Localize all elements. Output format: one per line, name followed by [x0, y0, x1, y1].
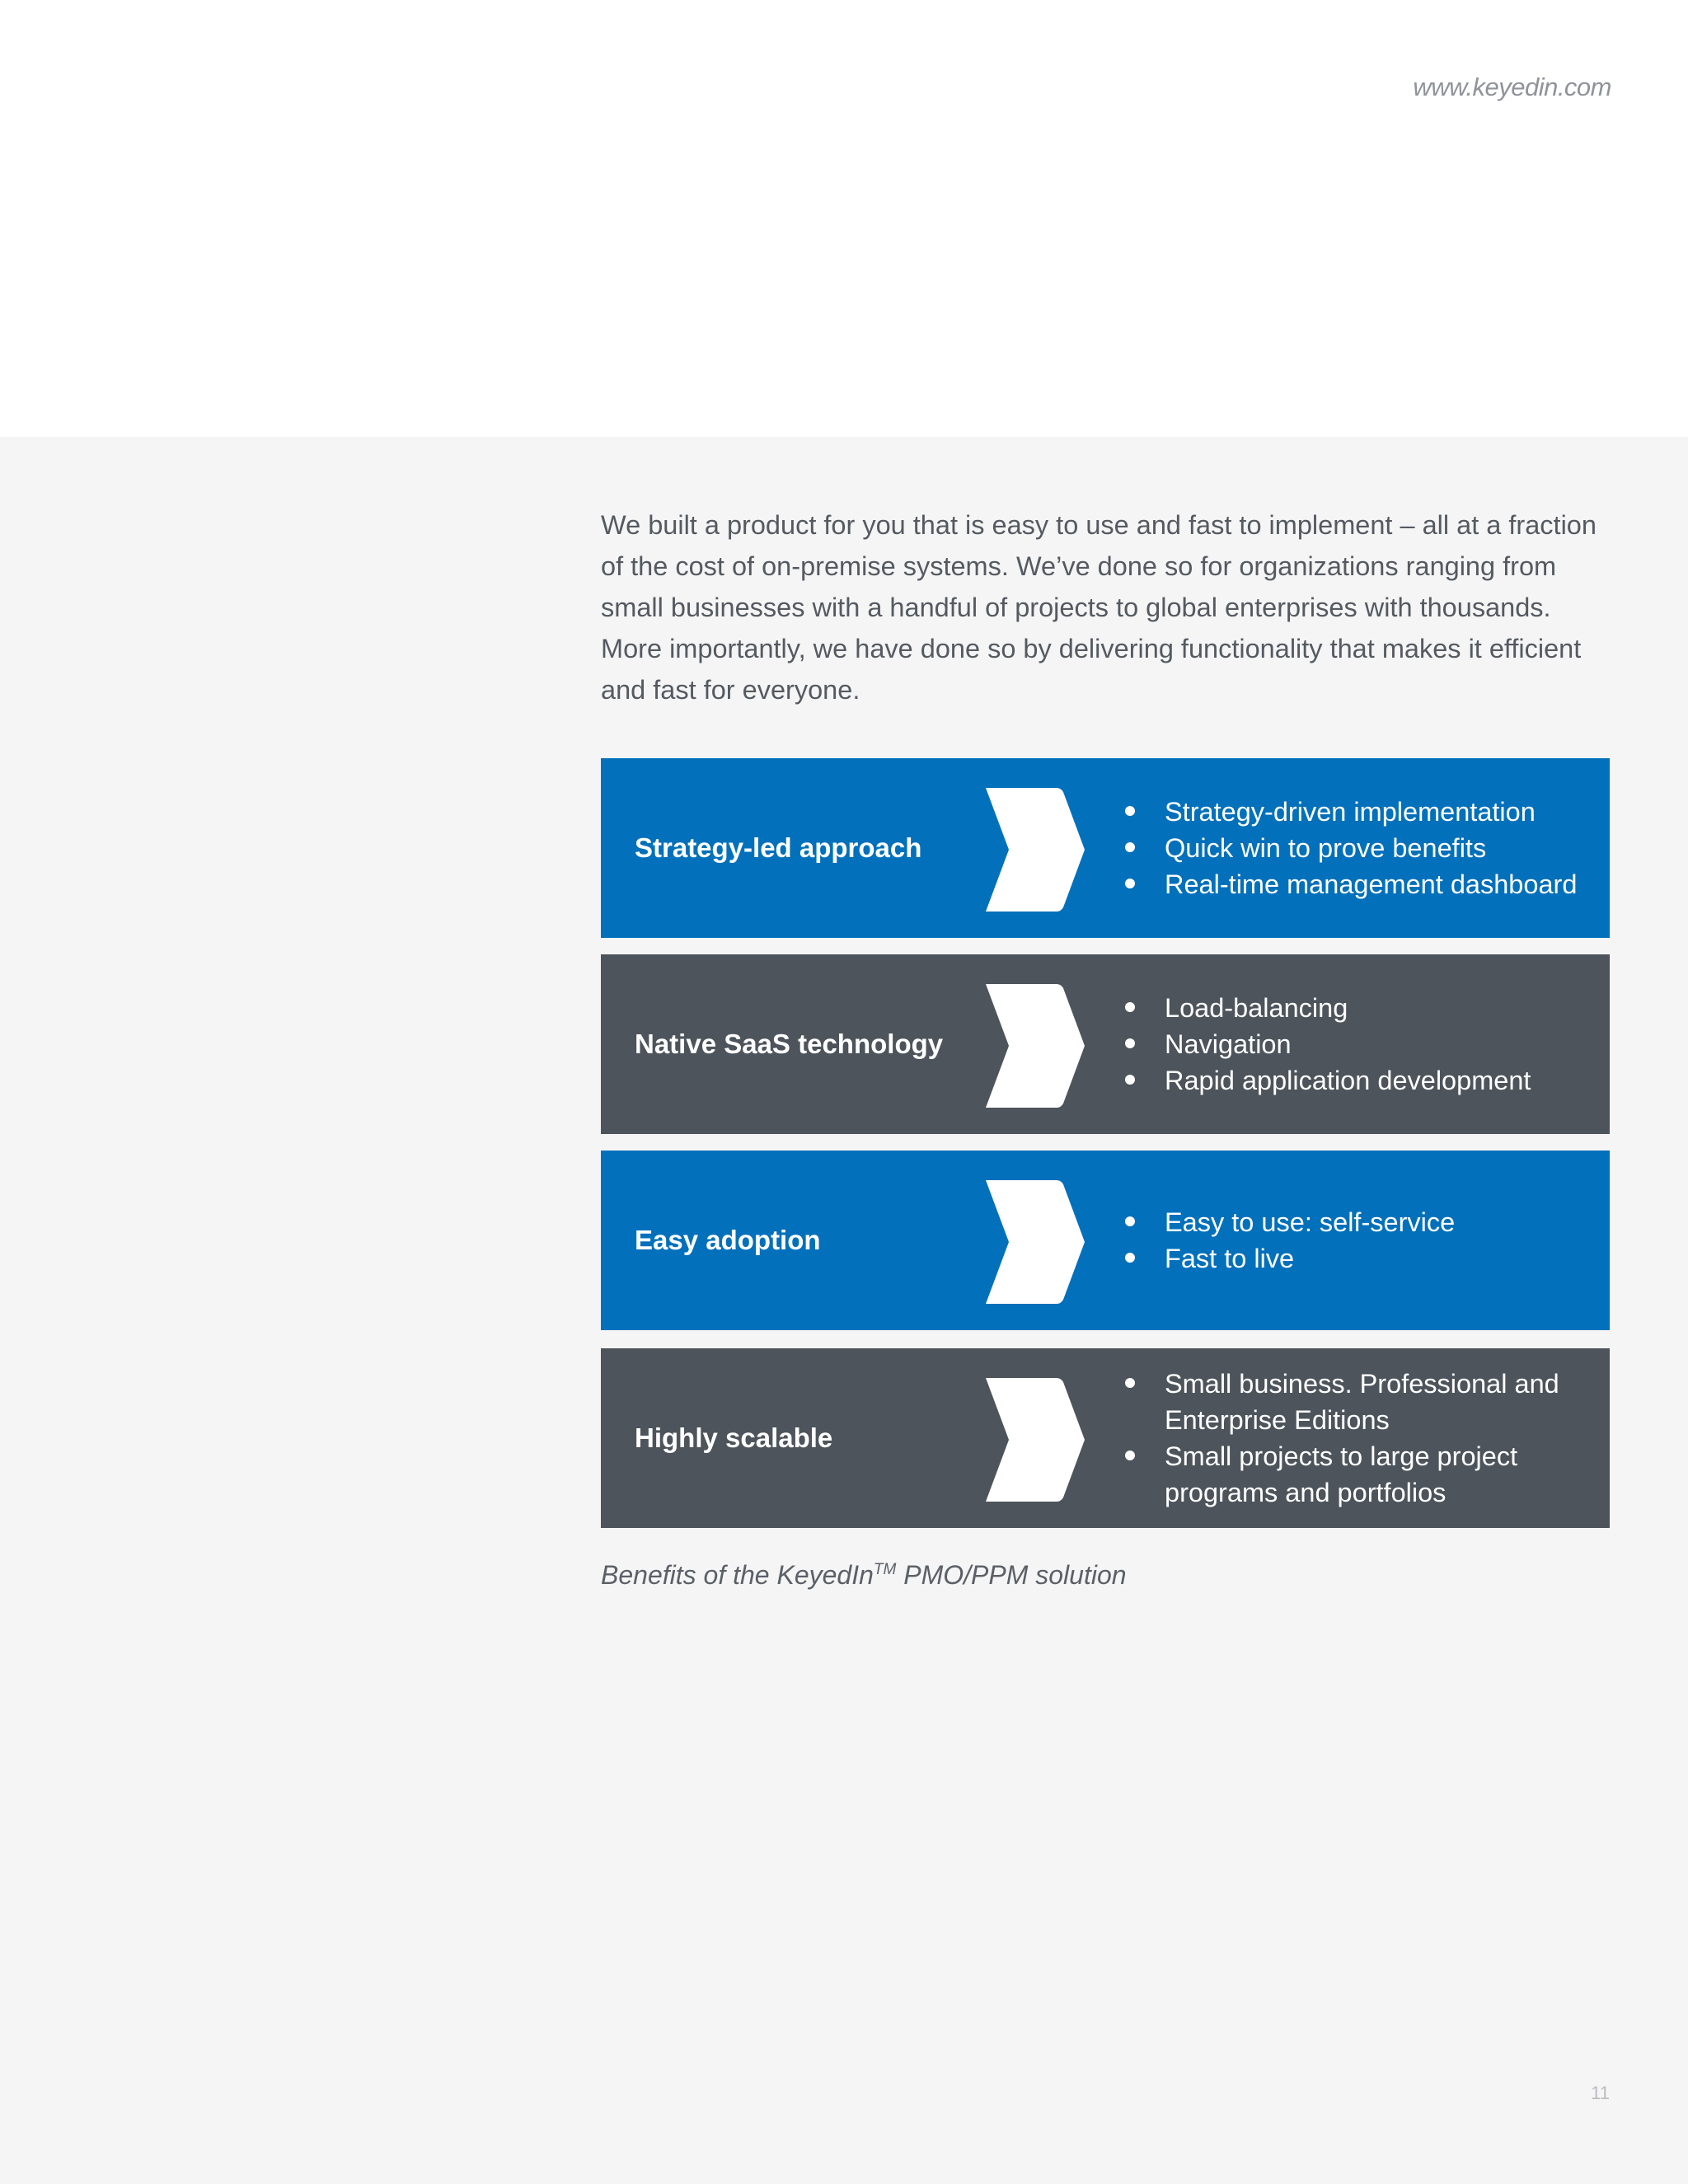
- panel-title: Highly scalable: [635, 1422, 833, 1453]
- bullet-item: Easy to use: self-service: [1125, 1204, 1603, 1240]
- benefit-panel-strategy: [601, 758, 1610, 938]
- bullet-list: [1125, 954, 1603, 1134]
- bullet-item: Small projects to large project programs and portfolios: [1125, 1438, 1603, 1511]
- website-url: www.keyedin.com: [1413, 73, 1611, 101]
- page-number: 11: [1591, 2083, 1610, 2103]
- panel-title: Easy adoption: [635, 1225, 821, 1255]
- chevron-right-icon: [984, 1179, 1086, 1305]
- bullet-list: [1125, 1348, 1603, 1528]
- header-band: [0, 0, 1688, 437]
- intro-paragraph: We built a product for you that is easy to use and fast to implement – all at a fraction of the cost of on-premise systems. We’ve done so for organizations ranging from small businesses with a handful of projects to global enterprises with thousands. More importantly, we have done so by delivering functionality that makes it efficient and fast for everyone.: [601, 510, 1597, 705]
- bullet-list: [1125, 1151, 1603, 1330]
- bullet-list: [1125, 758, 1603, 938]
- bullet-item: Load-balancing: [1125, 990, 1603, 1026]
- figure-caption: [601, 1560, 1127, 1591]
- chevron-right-icon: [984, 1376, 1086, 1503]
- benefit-panel-saas: [601, 954, 1610, 1134]
- panel-title: Strategy-led approach: [635, 832, 922, 863]
- bullet-item: Small business. Professional and Enterprise Editions: [1125, 1366, 1603, 1438]
- panel-title: Native SaaS technology: [635, 1029, 944, 1059]
- chevron-right-icon: [984, 786, 1086, 913]
- bullet-item: Real-time management dashboard: [1125, 866, 1603, 902]
- caption-text-end: PMO/PPM solution: [896, 1560, 1127, 1590]
- bullet-item: Rapid application development: [1125, 1062, 1603, 1099]
- benefit-panel-adoption: [601, 1151, 1610, 1330]
- bullet-item: Fast to live: [1125, 1240, 1603, 1277]
- chevron-right-icon: [984, 982, 1086, 1109]
- bullet-item: Strategy-driven implementation: [1125, 794, 1603, 830]
- benefit-panel-scalable: [601, 1348, 1610, 1528]
- trademark-superscript: TM: [873, 1561, 897, 1578]
- bullet-item: Quick win to prove benefits: [1125, 830, 1603, 866]
- caption-text: Benefits of the KeyedIn: [601, 1560, 874, 1590]
- bullet-item: Navigation: [1125, 1026, 1603, 1062]
